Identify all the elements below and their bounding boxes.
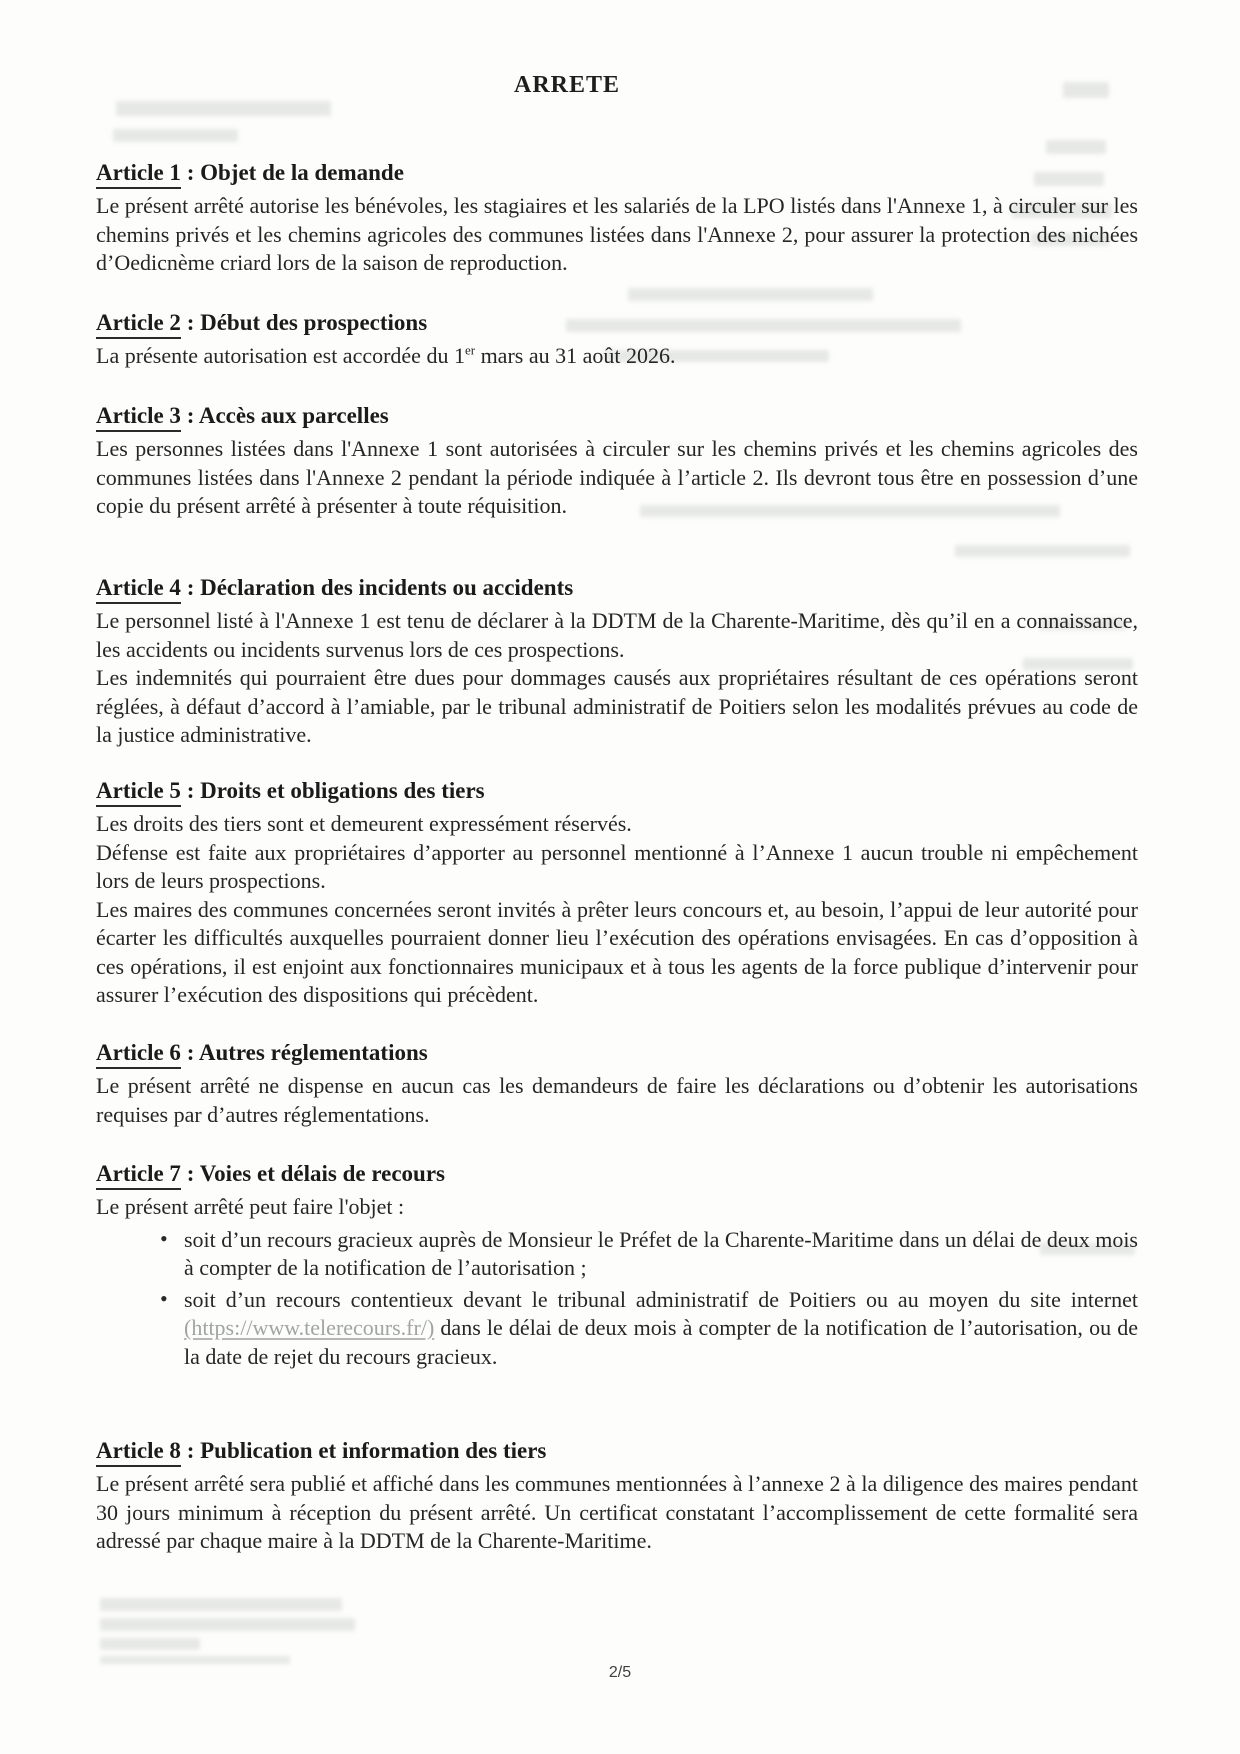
bleed-through-artifact (100, 1598, 342, 1611)
recours-gracieux-text: soit d’un recours gracieux auprès de Monsieur le Préfet de la Charente-Maritime dans un délai de deux mois à compter de la notification de l’autorisation ; (184, 1226, 1138, 1280)
recours-contentieux-text: dans le délai de deux mois à compter de la notification de l’autorisation, ou de la date de rejet du recours gracieux. (184, 1315, 1138, 1369)
article-5-paragraph: Les maires des communes concernées seront invités à prêter leurs concours et, au besoin, l’appui de leur autorité pour écarter les difficultés auxquelles pourraient donner lieu l’exécution des opérations envisagées. En cas d’opposition à ces opérations, il est enjoint aux fonctionnaires municipaux et à tous les agents de la force publique d’intervenir pour assurer l’exécution des dispositions qui précèdent. (96, 896, 1138, 1007)
article-1-section (96, 158, 1138, 278)
article-3-label: Article 3 (96, 403, 181, 432)
article-5-paragraph: Les droits des tiers sont et demeurent expressément réservés. (96, 811, 632, 836)
heading-separator: : (180, 575, 201, 600)
article-5-title: Droits et obligations des tiers (200, 778, 485, 803)
article-7-heading (96, 1159, 1138, 1189)
heading-separator: : (180, 1161, 200, 1186)
date-text: mars au 31 août 2026. (475, 343, 676, 368)
bleed-through-artifact (1046, 140, 1106, 154)
article-2-paragraph (96, 342, 1138, 371)
bleed-through-artifact (116, 101, 331, 116)
telerecours-link[interactable]: (https://www.telerecours.fr/) (184, 1315, 435, 1340)
bleed-through-artifact (628, 288, 873, 301)
article-8-heading (96, 1436, 1138, 1466)
heading-separator: : (180, 310, 201, 335)
article-4-paragraph: Le personnel listé à l'Annexe 1 est tenu de déclarer à la DDTM de la Charente-Maritime, dès qu’il en a connaissance, les accidents ou incidents survenus lors de ces prospections. (96, 608, 1138, 662)
article-3-title: Accès aux parcelles (198, 403, 389, 428)
article-7-title: Voies et délais de recours (199, 1161, 445, 1186)
article-3-section (96, 401, 1138, 521)
bullet-icon: • (160, 1285, 168, 1311)
bleed-through-artifact (100, 1638, 200, 1650)
article-2-title: Début des prospections (200, 310, 428, 335)
heading-separator: : (180, 1438, 201, 1463)
article-1-label: Article 1 (96, 160, 181, 189)
article-2-label: Article 2 (96, 310, 181, 339)
article-7-intro: Le présent arrêté peut faire l'objet : (96, 1194, 405, 1219)
article-1-paragraph: Le présent arrêté autorise les bénévoles, les stagiaires et les salariés de la LPO listés dans l'Annexe 1, à circuler sur les chemins privés et les chemins agricoles des communes listées dans l'Annexe 2, pour assurer la protection des nichées d’Oedicnème criard lors de la saison de reproduction. (96, 193, 1138, 275)
article-4-title: Déclaration des incidents ou accidents (200, 575, 574, 600)
article-1-heading (96, 158, 1138, 188)
article-2-heading (96, 308, 1138, 338)
ordinal-superscript: er (464, 342, 476, 358)
article-3-heading (96, 401, 1138, 431)
article-8-label: Article 8 (96, 1438, 181, 1467)
list-item (96, 1286, 1138, 1372)
heading-separator: : (180, 778, 201, 803)
bleed-through-artifact (955, 545, 1130, 557)
article-3-paragraph: Les personnes listées dans l'Annexe 1 sont autorisées à circuler sur les chemins privés et les chemins agricoles des communes listées dans l'Annexe 2 pendant la période indiquée à l’article 2. Ils devront tous être en possession d’une copie du présent arrêté à présenter à toute réquisition. (96, 436, 1138, 518)
date-text: La présente autorisation est accordée du 1 (96, 343, 465, 368)
heading-separator: : (180, 403, 199, 428)
article-4-section (96, 573, 1138, 750)
bleed-through-artifact (100, 1618, 355, 1631)
article-6-label: Article 6 (96, 1040, 181, 1069)
heading-separator: : (180, 160, 201, 185)
article-7-label: Article 7 (96, 1161, 181, 1190)
document-title: ARRETE (513, 72, 621, 98)
article-4-heading (96, 573, 1138, 603)
list-item (96, 1226, 1138, 1283)
article-2-section (96, 308, 1138, 371)
heading-separator: : (180, 1040, 199, 1065)
article-8-section (96, 1436, 1138, 1556)
article-6-paragraph: Le présent arrêté ne dispense en aucun cas les demandeurs de faire les déclarations ou d’obtenir les autorisations requises par d’autres réglementations. (96, 1073, 1138, 1127)
article-4-paragraph: Les indemnités qui pourraient être dues pour dommages causés aux propriétaires résultant de ces opérations seront réglées, à défaut d’accord à l’amiable, par le tribunal administratif de Poitiers selon les modalités prévues au code de la justice administrative. (96, 665, 1138, 747)
bleed-through-artifact (100, 1656, 290, 1664)
article-6-title: Autres réglementations (198, 1040, 428, 1065)
page-number: 2/5 (608, 1664, 632, 1681)
article-7-section (96, 1159, 1138, 1371)
bleed-through-artifact (113, 129, 238, 142)
bullet-icon: • (160, 1225, 168, 1251)
article-5-section (96, 776, 1138, 1010)
article-6-heading (96, 1038, 1138, 1068)
article-1-title: Objet de la demande (200, 160, 404, 185)
article-8-title: Publication et information des tiers (200, 1438, 547, 1463)
article-4-label: Article 4 (96, 575, 181, 604)
article-5-paragraph: Défense est faite aux propriétaires d’apporter au personnel mentionné à l’Annexe 1 aucun trouble ni empêchement lors de leurs prospections. (96, 839, 1138, 893)
recours-options-list (96, 1226, 1138, 1372)
article-5-heading (96, 776, 1138, 806)
article-6-section (96, 1038, 1138, 1129)
article-8-paragraph: Le présent arrêté sera publié et affiché dans les communes mentionnées à l’annexe 2 à la diligence des maires pendant 30 jours minimum à réception du présent arrêté. Un certificat constatant l’accomplissement de cette formalité sera adressé par chaque maire à la DDTM de la Charente-Maritime. (96, 1471, 1138, 1553)
article-5-label: Article 5 (96, 778, 181, 807)
recours-contentieux-text: soit d’un recours contentieux devant le tribunal administratif de Poitiers ou au moyen du site internet (184, 1286, 1138, 1312)
